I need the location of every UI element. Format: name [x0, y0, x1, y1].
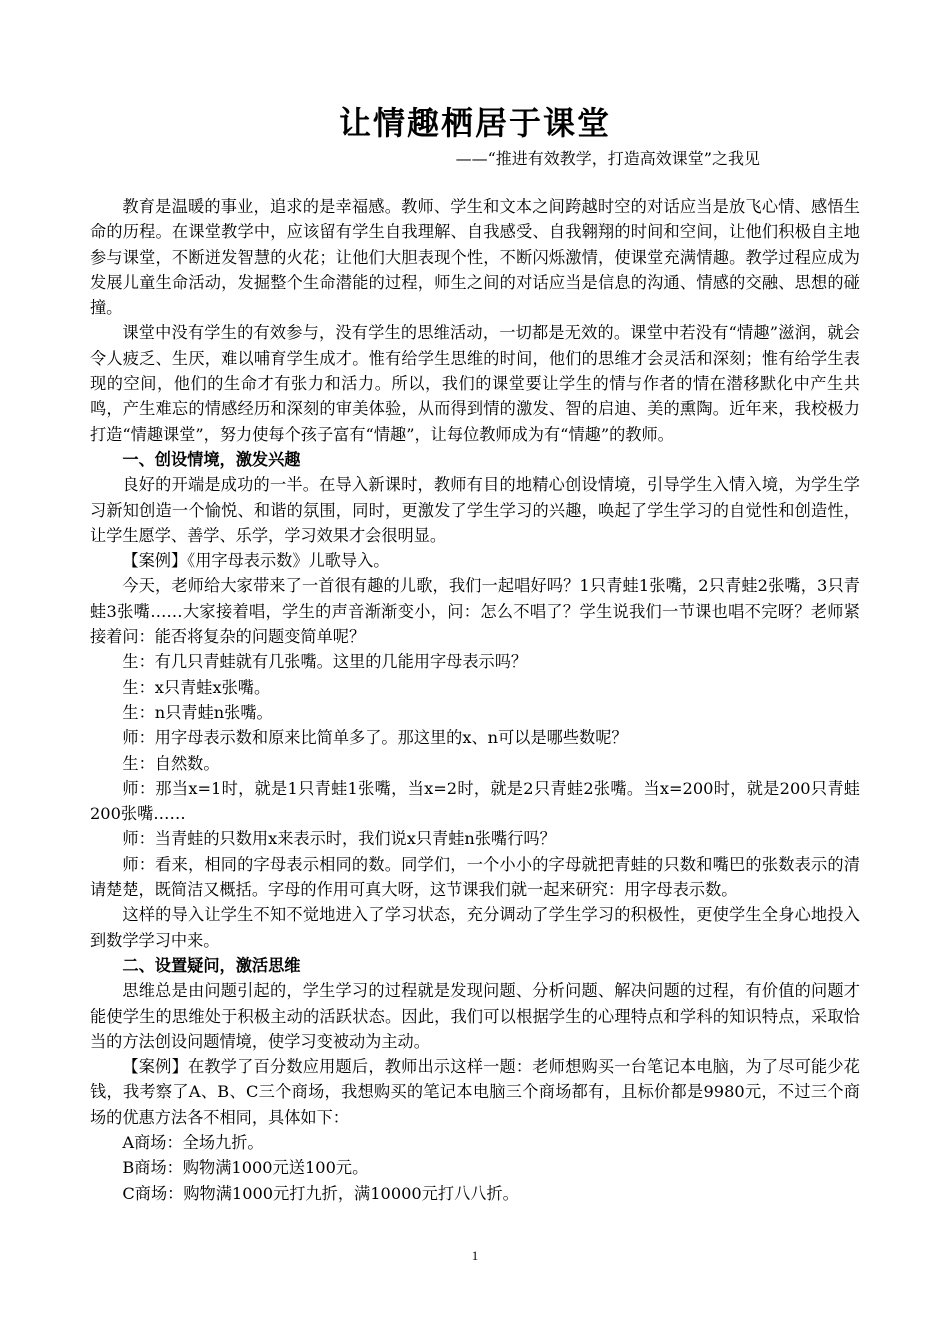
body-paragraph: 思维总是由问题引起的，学生学习的过程就是发现问题、分析问题、解决问题的过程，有价值的问题才能使学生的思维处于积极主动的活跃状态。因此，我们可以根据学生的心理特点和学科的知识特点，采取恰当的方法创设问题情境，使学习变被动为主动。 — [90, 981, 860, 1051]
body-paragraph: 【案例】在教学了百分数应用题后，教师出示这样一题：老师想购买一台笔记本电脑，为了尽可能少花钱，我考察了A、B、C三个商场，我想购买的笔记本电脑三个商场都有，且标价都是9980元，不过三个商场的优惠方法各不相同，具体如下： — [90, 1057, 860, 1127]
body-paragraph: 良好的开端是成功的一半。在导入新课时，教师有目的地精心创设情境，引导学生入情入境，为学生学习新知创造一个愉悦、和谐的氛围，同时，更激发了学生学习的兴趣，唤起了学生学习的自觉性和创造性，让学生愿学、善学、乐学，学习效果才会很明显。 — [90, 475, 860, 545]
body-paragraph: 教育是温暖的事业，追求的是幸福感。教师、学生和文本之间跨越时空的对话应当是放飞心情、感悟生命的历程。在课堂教学中，应该留有学生自我理解、自我感受、自我翱翔的时间和空间，让他们积极自主地参与课堂，不断迸发智慧的火花；让他们大胆表现个性，不断闪烁激情，使课堂充满情趣。教学过程应成为发展儿童生命活动，发掘整个生命潜能的过程，师生之间的对话应当是信息的沟通、情感的交融、思想的碰撞。 — [90, 197, 860, 318]
section-heading: 一、创设情境，激发兴趣 — [122, 449, 301, 469]
document-body — [90, 194, 860, 1206]
document-title: 让情趣栖居于课堂 — [338, 104, 611, 142]
body-paragraph: A商场：全场九折。 — [122, 1132, 264, 1152]
body-paragraph: 【案例】《用字母表示数》儿歌导入。 — [122, 551, 390, 571]
body-paragraph: 师：看来，相同的字母表示相同的数。同学们，一个小小的字母就把青蛙的只数和嘴巴的张数表示的清请楚楚，既简洁又概括。字母的作用可真大呀，这节课我们就一起来研究：用字母表示数。 — [90, 854, 860, 900]
body-paragraph: B商场：购物满1000元送100元。 — [122, 1158, 369, 1178]
body-paragraph: 课堂中没有学生的有效参与，没有学生的思维活动，一切都是无效的。课堂中若没有“情趣”滋润，就会令人疲乏、生厌，难以哺育学生成才。惟有给学生思维的时间，他们的思维才会灵活和深刻；惟有给学生表现的空间，他们的生命才有张力和活力。所以，我们的课堂要让学生的情与作者的情在潜移默化中产生共鸣，产生难忘的情感经历和深刻的审美体验，从而得到情的激发、智的启迪、美的熏陶。近年来，我校极力打造“情趣课堂”，努力使每个孩子富有“情趣”，让每位教师成为有“情趣”的教师。 — [90, 323, 860, 444]
body-paragraph: 这样的导入让学生不知不觉地进入了学习状态，充分调动了学生学习的积极性，更使学生全身心地投入到数学学习中来。 — [90, 905, 860, 950]
body-paragraph: 师：那当x=1时，就是1只青蛙1张嘴，当x=2时，就是2只青蛙2张嘴。当x=200时，就是200只青蛙200张嘴…… — [90, 778, 860, 824]
body-paragraph: 师：当青蛙的只数用x来表示时，我们说x只青蛙n张嘴行吗？ — [122, 829, 556, 849]
document-subtitle: ——“推进有效教学，打造高效课堂”之我见 — [455, 149, 760, 168]
body-paragraph: 生：自然数。 — [122, 753, 220, 773]
body-paragraph: 师：用字母表示数和原来比简单多了。那这里的x、n可以是哪些数呢？ — [122, 728, 628, 748]
body-paragraph: 今天，老师给大家带来了一首很有趣的儿歌，我们一起唱好吗？1只青蛙1张嘴，2只青蛙2张嘴，3只青蛙3张嘴……大家接着唱，学生的声音渐渐变小，问：怎么不唱了？学生说我们一节课也唱不完呀？老师紧接着问：能否将复杂的问题变简单呢？ — [90, 576, 860, 647]
section-heading: 二、设置疑问，激活思维 — [122, 955, 301, 975]
document-page — [90, 100, 860, 1206]
body-paragraph: 生：有几只青蛙就有几张嘴。这里的几能用字母表示吗？ — [122, 652, 528, 672]
page-number: 1 — [471, 1248, 479, 1263]
body-paragraph: 生：x只青蛙x张嘴。 — [122, 677, 271, 697]
body-paragraph: C商场：购物满1000元打九折，满10000元打八八折。 — [122, 1183, 519, 1203]
body-paragraph: 生：n只青蛙n张嘴。 — [122, 702, 273, 722]
